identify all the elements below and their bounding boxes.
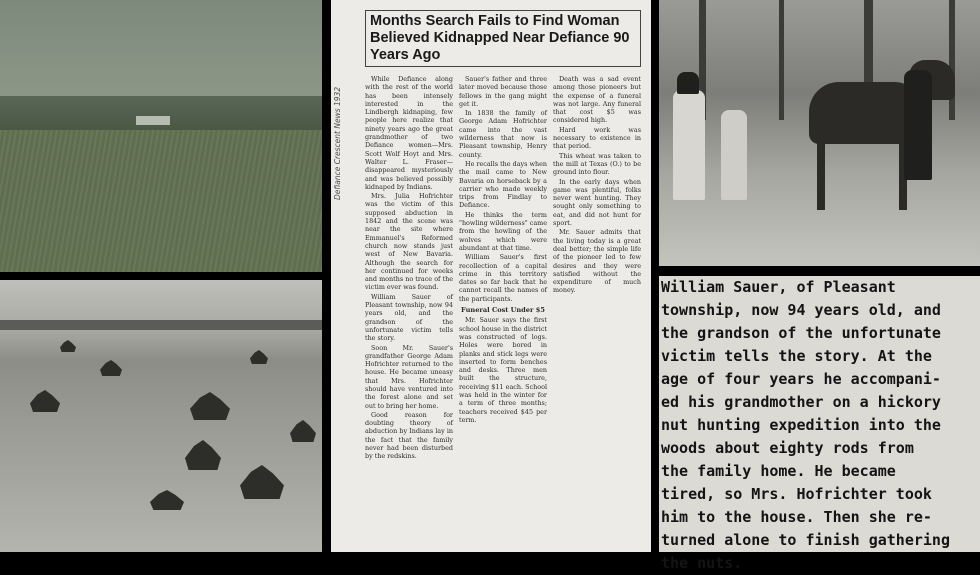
paragraph: Hard work was necessary to existence in that period. (553, 125, 641, 151)
tree-stump (60, 340, 76, 352)
excerpt-line: age of four years he accompani- (661, 370, 941, 388)
man-standing (904, 70, 932, 180)
paragraph: While Defiance along with the rest of the world has been intensely interested in the Lindbergh kidnaping, few people here realize that ninety years ago the great grandmother of two Defiance women—Mrs. Scott Wolf Hoyt and Mrs. Walter L. Fraser—disappeared mysteriously and was believed possibly kidnaped by Indians. (365, 75, 453, 191)
tree-stump (150, 490, 184, 510)
tree-trunk (779, 0, 784, 120)
tree-stump (290, 420, 316, 442)
tree-stump (190, 392, 230, 420)
enlarged-article-excerpt (659, 276, 980, 572)
excerpt-line: victim tells the story. At the (661, 347, 932, 365)
stump-field-photo (0, 280, 322, 552)
paragraph: Good reason for doubting theory of abduction by Indians lay in the fact that the family never had been disturbed by the redskins. (365, 410, 453, 461)
excerpt-line: turned alone to finish gathering (661, 531, 950, 549)
paragraph: In 1838 the family of George Adam Hofrichter came into the vast wilderness that now is Pleasant township, Henry county. (459, 109, 547, 159)
horse (809, 82, 919, 144)
man-in-white-shirt (721, 110, 747, 200)
excerpt-line: tired, so Mrs. Hofrichter took (661, 485, 932, 503)
tree-stump (250, 350, 268, 364)
excerpt-line: nut hunting expedition into the (661, 416, 941, 434)
man-head (677, 72, 699, 94)
tree-stump (185, 440, 221, 470)
article-headline: Months Search Fails to Find Woman Believed Kidnapped Near Defiance 90 Years Ago (365, 10, 641, 67)
forest-horizon (0, 320, 322, 330)
excerpt-line: the grandson of the unfortunate (661, 324, 941, 342)
excerpt-line: William Sauer, of Pleasant (661, 278, 896, 296)
paragraph: William Sauer's first recollection of a capital crime in this territory dates so far back that he cannot recall the names of the participants. (459, 253, 547, 303)
paragraph: William Sauer of Pleasant township, now 94 years old, and the grandson of the unfortunate victim tells the story. (365, 292, 453, 343)
paragraph: Mrs. Julia Hofrichter was the victim of this supposed abduction in 1842 and the scene was near the site where Emmanuel's Reformed church now stands just west of New Bavaria. Although the search for her continued for weeks and months no trace of the victim ever was found. (365, 192, 453, 292)
article-column-3 (553, 75, 641, 462)
excerpt-text (661, 276, 976, 575)
distant-building (136, 116, 170, 125)
paragraph: Mr. Sauer says the first school house in the district was constructed of logs. Holes were bored in planks and stick legs were inserted to form benches and desks. Three men built the structure, receiving $11 each. School was held in the winter for a term of three months; teachers received $45 per term. (459, 316, 547, 424)
article-column-1 (365, 75, 453, 462)
newspaper-clipping (331, 0, 651, 552)
paragraph: Death was a sad event among those pioneers but the expense of a funeral was not large. Any funeral that cost $5 was considered high. (553, 75, 641, 125)
horse-leg (817, 140, 825, 210)
excerpt-line: the family home. He became (661, 462, 896, 480)
excerpt-line: township, now 94 years old, and (661, 301, 941, 319)
tree-stump (100, 360, 122, 376)
article-column-2 (459, 75, 547, 462)
field-photo (0, 0, 322, 272)
excerpt-line: ed his grandmother on a hickory (661, 393, 941, 411)
paragraph: This wheat was taken to the mill at Texas (O.) to be ground into flour. (553, 151, 641, 177)
paragraph: Soon Mr. Sauer's grandfather George Adam Hofrichter returned to the house. He became uneasy that Mrs. Hofrichter should have ventured into the forest alone and set out to bring her home. (365, 343, 453, 410)
tree-stump (30, 390, 60, 412)
excerpt-line: him to the house. Then she re- (661, 508, 932, 526)
paragraph: He thinks the term "howling wilderness" came from the howling of the wolves which were abundant at that time. (459, 210, 547, 252)
paragraph: Mr. Sauer admits that the living today is a great deal better; the simple life of the pioneer led to few desires and they were satisfied without the expenditure of much money. (553, 228, 641, 295)
paragraph: He recalls the days when the mail came to New Bavaria on horseback by a carrier who made weekly trips from Findlay to Defiance. (459, 159, 547, 210)
horse-team-photo (659, 0, 980, 266)
excerpt-line: the nuts. (661, 554, 743, 572)
grass-field (0, 130, 322, 272)
tree-stump (240, 465, 284, 499)
subheading: Funeral Cost Under $5 (461, 306, 545, 315)
handwritten-source-note: Defiance Crescent News 1932 (333, 86, 342, 200)
man-in-white-shirt (673, 90, 705, 200)
tree-trunk (949, 0, 955, 120)
paragraph: In the early days when game was plentiful, folks never went hunting. They sought only something to eat, and did not hunt for sport. (553, 177, 641, 228)
excerpt-line: woods about eighty rods from (661, 439, 914, 457)
paragraph: Sauer's father and three later moved because those fellows in the gang might get it. (459, 75, 547, 108)
